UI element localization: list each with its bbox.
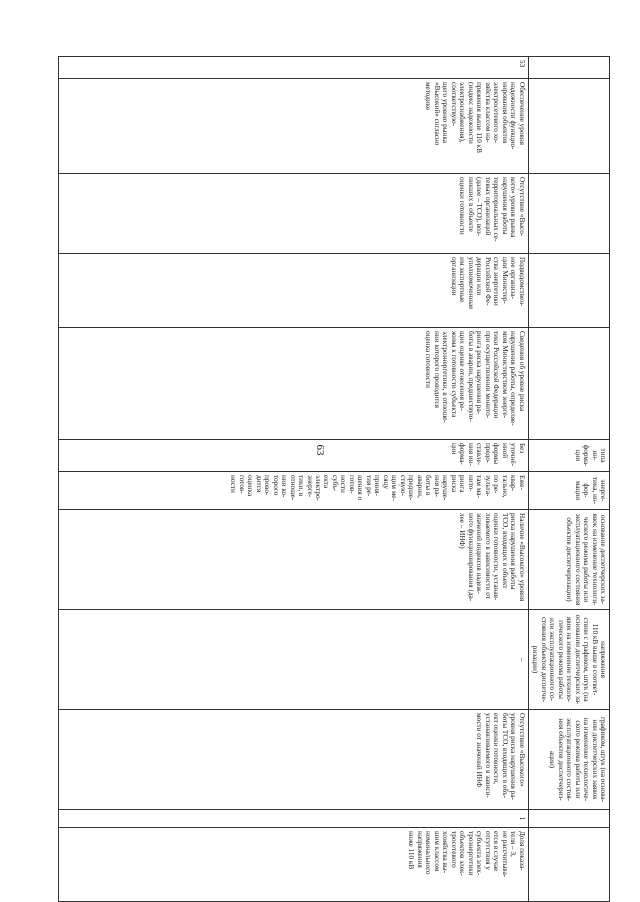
header-cell-value: напряжения 110 кВ выше в соответ- ствии с графиком, штук (на основании диспетчерских за- явок на изменение техноло- гического режима работы или эксплуатационного со- стояния объектов диспетче- ризации) <box>528 610 609 710</box>
value-cell: – <box>58 610 528 710</box>
indicator-cell: Обеспечение уровня надежности функцио- нирования объектов электросетевого хо- зяйства классом на- пряжения выше 110 кВ (индекс надежности электроснабжения), соответствую- щего уровню рынка «Высокий» согласно методике <box>58 79 528 174</box>
table-row-53 <box>58 57 528 902</box>
header-cell-evaluation: графиком, штук (на основа- нии диспетчерских заявок на изменение технологиче- ского режима работы или эксплуатационного состоя- ния объектов диспетчериз- ации) <box>528 710 609 810</box>
header-cell-periodicity: энерге- тика, ин- фор- мации <box>528 472 609 510</box>
header-cell <box>528 57 609 79</box>
header-cell-calculation: основание диспетчерских за- явок на изменение технологи- ческого режима работы или эксплуатационного состояния объектов диспетчеризации) <box>528 510 609 610</box>
info-type-cell: Без уточнё- нной формы предо- ставле- ния ин- форма- ции <box>58 440 528 472</box>
authority-cell: Подведомствен- ное организа- ции Министер- ства энергетики Российской Фе- дерации или уполномоченные им экспертные организации <box>58 254 528 328</box>
calculation-cell: Наличие «Высокого» уровня риска нарушения работы ТСО, входящих в объект оценки готовности, устанав- ливаемого в зависимости от значений индексов надеж- ного функционирования (да- лее – ИНФ) <box>58 510 528 610</box>
evaluation-cell: Отсутствие «Высокого» уровня риска нарушения ра- боты ТСО, входящих в объ- ект оценки готовности, устанавливаемого в зависи- мости от значений ИНФ <box>58 710 528 810</box>
header-cell <box>528 79 609 174</box>
rotated-page-content <box>70 56 610 901</box>
header-cell-info-type: типа ин- форма- ции <box>528 440 609 472</box>
header-cell <box>528 828 609 902</box>
source-cell: Сведения об уровне риска нарушения работы, определяе- мом Министерством энерге- тики Российской Федерации при осуществлении монито- ринга риска нарушения ра- боты в аварии, предшествую- щих оценке отнесения ре- жима к готовности субъекта электроэнергетики, в отноше- нии которого проводится оценка готовности <box>58 328 528 440</box>
criteria-table <box>58 56 610 902</box>
criterion-cell: Отсутствие «Высо- кого» уровня рынка нарушения работы территориальных се- тевых организаций (далее – ТСО), воз- никших в объекте оценки готовности <box>58 174 528 254</box>
table-header-continuation <box>528 57 609 902</box>
page-number: 63 <box>314 444 326 456</box>
header-cell <box>528 254 609 328</box>
header-cell <box>528 328 609 440</box>
header-cell <box>528 174 609 254</box>
periodicity-cell: Еже- квар- тально, по ре- зульта- там ма- нито- ринга риска наруше- ния ра- боты в аварии, предше- ствую- щим ме- сяцу приня- тия ре- шения о готов- ности субъ- екта электро- энерге- тики, в отноше- нии ко- торого прово- дится оценка готов- ности <box>58 472 528 510</box>
weight-cell: Доля показа- теля – 3, не рассчитыва- ется в случае отсутствия у субъекта элек- троэнергетики объектов элек- тросетевого хозяйства вы- шим классом номинального напряжения ниже 110 кВ <box>58 828 528 902</box>
header-cell <box>528 810 609 828</box>
row-number: 53 <box>58 57 528 79</box>
score-cell: 1 <box>58 810 528 828</box>
